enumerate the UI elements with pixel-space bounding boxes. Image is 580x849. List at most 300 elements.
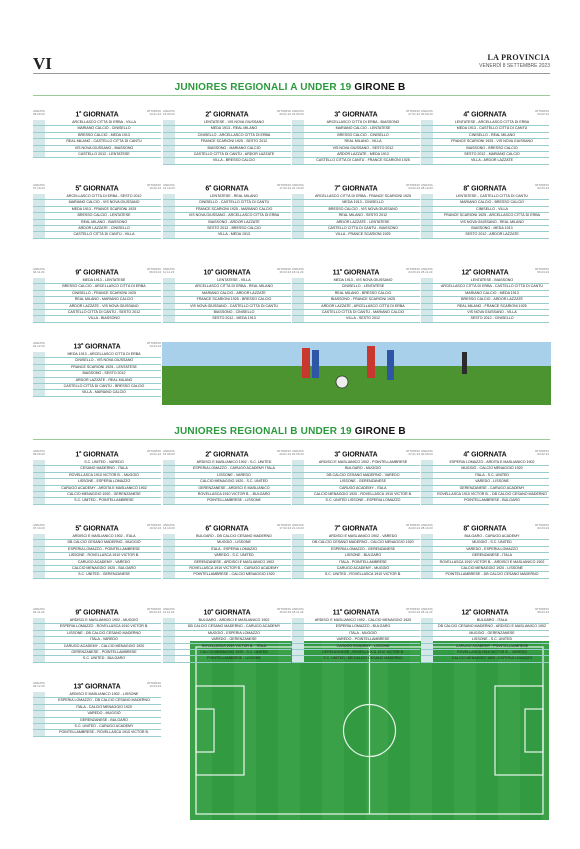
round-label: GIORNATA [340, 451, 378, 459]
score-box [421, 194, 433, 199]
match-teams: BRESSO CALCIO - LENTATESE [77, 213, 131, 218]
ritorno-value: 27.01.24 [408, 452, 420, 457]
ritorno-value: 23.03.24 [408, 270, 420, 275]
match-list [163, 460, 291, 505]
match-teams: CALCIO MENAGGIO 1920 - ESPERIA LOMAZZO [451, 656, 533, 661]
match-teams: GERENZANESE - POINTELLAMBRESE [71, 649, 137, 654]
score-box [163, 572, 175, 577]
score-box [421, 644, 433, 649]
ritorno-value: 27.01.24 [408, 112, 420, 117]
andata-value: 30.09.23 [421, 112, 433, 117]
match-list [292, 120, 420, 165]
match-teams: FRANCE SCARIONI 1925 - VIS NOVA GIUSSANO [451, 139, 533, 144]
score-box [292, 316, 304, 321]
match-teams: ESPERIA LOMAZZO - ROVELLASCA 1910 VICTOR B. [59, 624, 149, 629]
score-box [292, 644, 304, 649]
match-teams: BRESSO CALCIO - ARDOR LAZZATE [461, 297, 523, 302]
score-box [33, 698, 45, 703]
round-number: 5 [75, 185, 80, 193]
score-box [33, 631, 45, 636]
match-teams: CALCIO MENAGGIO 1920 - ROVELLASCA 1910 VICTOR B. [314, 491, 412, 496]
round-number: 10 [203, 269, 212, 277]
score-box [292, 479, 304, 484]
ritorno-value: 17.02.24 [279, 526, 291, 531]
score-box [163, 291, 175, 296]
round-number: 4 [463, 111, 468, 119]
round-number: 5 [75, 525, 80, 533]
round-title [33, 183, 161, 192]
ritorno-value: 10.02.24 [149, 526, 161, 531]
match-teams: ROVELLASCA 1910 VICTOR B. - BULGARO [197, 491, 271, 496]
round-number: 12 [461, 269, 470, 277]
match-teams: ARCELLASCO CITTÀ DI ERBA - SESTO 2012 [66, 194, 142, 198]
ritorno-value: 17.02.24 [279, 186, 291, 191]
andata-label: ANDATA [33, 267, 45, 271]
match-row [33, 572, 161, 578]
ritorno-date [535, 110, 549, 116]
round-label: GIORNATA [211, 111, 249, 119]
ritorno-date [535, 524, 549, 530]
ritorno-label: RITORNO [147, 341, 161, 345]
score-box [163, 310, 175, 315]
score-box [421, 656, 433, 661]
score-box [292, 553, 304, 558]
match-teams: DB CALCIO CESANO MADERNO - CALCIO MENAGGIO 1920 [312, 540, 414, 545]
match-list [33, 618, 161, 663]
score-box [33, 284, 45, 289]
match-list [292, 278, 420, 323]
score-box [163, 207, 175, 212]
match-teams: BRESSO CALCIO - ARCELLASCO CITTÀ DI ERBA [62, 284, 146, 289]
round-card [163, 108, 291, 165]
match-teams: VILLA - MARIANO CALCIO [82, 390, 126, 395]
round-header [292, 606, 420, 618]
score-box [33, 473, 45, 478]
match-teams: BIASSONO - MARIANO CALCIO [207, 145, 261, 150]
match-row [421, 158, 549, 164]
round-title [292, 607, 420, 616]
round-title [421, 109, 549, 118]
score-box [33, 152, 45, 157]
match-row [163, 158, 291, 164]
andata-value: 04.11.23 [33, 610, 45, 615]
match-teams: DB CALCIO CESANO MADERNO - MUGGIÒ [67, 540, 141, 545]
match-teams: VAREDO - LISSONE [475, 479, 509, 484]
round-ordinal: a [79, 183, 82, 188]
score-box [33, 213, 45, 218]
score-box [292, 284, 304, 289]
match-teams: ARDOR LAZZATE - MEDA 1913 [337, 151, 389, 156]
score-box [33, 656, 45, 661]
match-teams: ESPERIA LOMAZZO - GERENZANESE [330, 546, 396, 551]
round-header [33, 448, 161, 460]
score-box [421, 284, 433, 289]
andata-label: ANDATA [33, 681, 45, 685]
score-box [33, 650, 45, 655]
round-header [292, 266, 420, 278]
match-teams: CINISELLO - ARCELLASCO CITTÀ DI ERBA [197, 132, 271, 137]
round-ordinal: a [81, 681, 84, 686]
match-teams: ARDOR LAZZATE - LENTATESE [336, 219, 390, 224]
andata-label: ANDATA [163, 267, 175, 271]
round-number: 12 [461, 609, 470, 617]
match-teams: CALCIO MENAGGIO 1920 - S.C. UNITED [200, 649, 268, 654]
round-ordinal: a [338, 109, 341, 114]
page-header [0, 0, 580, 80]
round-ordinal: a [209, 523, 212, 528]
round-card [33, 340, 161, 397]
match-teams: MUGGIÒ - CALCIO MENAGGIO 1920 [461, 466, 523, 471]
round-label: GIORNATA [469, 185, 507, 193]
round-number: 6 [205, 525, 210, 533]
score-box [421, 479, 433, 484]
match-teams: MEDA 1913 - FRANCE SCARIONI 1925 [71, 206, 137, 211]
match-row [292, 572, 420, 578]
round-header [421, 448, 549, 460]
score-box [33, 365, 45, 370]
match-teams: MEDA 1913 - LENTATESE [82, 278, 126, 282]
round-ordinal: a [339, 267, 342, 272]
score-box [292, 278, 304, 283]
ritorno-label: RITORNO [277, 183, 291, 187]
ritorno-value: 06.04.24 [537, 270, 549, 275]
round-header [421, 108, 549, 120]
ritorno-date [406, 268, 420, 274]
andata-label: ANDATA [33, 183, 45, 187]
match-teams: DB CALCIO CESANO MADERNO - ARDISCI E MASLIANICO 1902 [437, 624, 547, 629]
match-list [33, 534, 161, 579]
round-number: 8 [463, 185, 468, 193]
match-teams: REAL MILANO - VILLA [344, 139, 382, 144]
match-list [421, 618, 549, 663]
ritorno-label: RITORNO [535, 267, 549, 271]
score-box [33, 297, 45, 302]
andata-label: ANDATA [292, 607, 304, 611]
score-box [33, 200, 45, 205]
ritorno-label: RITORNO [535, 183, 549, 187]
round-ordinal: a [209, 183, 212, 188]
match-row [292, 158, 420, 164]
round-number: 7 [334, 185, 339, 193]
score-box [163, 139, 175, 144]
ritorno-value: 03.02.24 [537, 112, 549, 117]
score-box [33, 644, 45, 649]
ritorno-value: 13.01.24 [149, 112, 161, 117]
round-header [163, 108, 291, 120]
score-box [292, 232, 304, 237]
andata-value: 09.09.23 [33, 452, 45, 457]
score-box [163, 560, 175, 565]
match-teams: VILLA - FRANCE SCARIONI 1925 [335, 232, 391, 237]
match-list [33, 692, 161, 737]
score-box [421, 534, 433, 539]
match-teams: ITALA - MUGGIÒ [349, 630, 377, 635]
round-ordinal: a [338, 449, 341, 454]
score-box [421, 232, 433, 237]
round-title [163, 267, 291, 276]
round-ordinal: a [79, 449, 82, 454]
round-header [292, 522, 420, 534]
score-box [421, 200, 433, 205]
match-row [292, 498, 420, 504]
match-teams: VAREDO - GERENZANESE [211, 637, 257, 642]
round-title [292, 449, 420, 458]
round-title [421, 607, 549, 616]
match-teams: LISSONE - ESPERIA LOMAZZO [77, 479, 131, 484]
match-teams: BULGARO - CARUGO ACADEMY [464, 534, 520, 538]
match-row [421, 572, 549, 578]
match-teams: LISSONE - ROVELLASCA 1910 VICTOR B. [68, 553, 140, 558]
round-title [33, 607, 161, 616]
match-teams: S.C. UNITED - GERENZANESE [78, 572, 130, 577]
round-header [163, 606, 291, 618]
score-box [421, 572, 433, 577]
round-label: GIORNATA [211, 451, 249, 459]
round-card [292, 108, 420, 165]
match-teams: S.C. UNITED - ROVELLASCA 1910 VICTOR B. [324, 572, 402, 577]
score-box [163, 200, 175, 205]
round-card [33, 680, 161, 737]
match-list [163, 278, 291, 323]
ritorno-label: RITORNO [535, 449, 549, 453]
round-label: GIORNATA [469, 525, 507, 533]
round-label: GIORNATA [340, 525, 378, 533]
ritorno-date [147, 682, 161, 688]
match-row [33, 232, 161, 238]
score-box [163, 656, 175, 661]
ritorno-date [147, 268, 161, 274]
match-teams: ARCELLASCO CITTÀ DI ERBA - CASTELLO CITTÀ DI CANTÙ [440, 284, 544, 289]
score-box [421, 297, 433, 302]
ritorno-label: RITORNO [406, 109, 420, 113]
andata-label: ANDATA [292, 523, 304, 527]
score-box [292, 566, 304, 571]
score-box [33, 358, 45, 363]
football-photo [162, 342, 551, 405]
score-box [33, 479, 45, 484]
andata-label: ANDATA [421, 607, 433, 611]
score-box [421, 316, 433, 321]
score-box [292, 310, 304, 315]
andata-value: 28.10.23 [421, 526, 433, 531]
score-box [33, 384, 45, 389]
ritorno-date [147, 342, 161, 348]
andata-label: ANDATA [421, 183, 433, 187]
match-list [163, 618, 291, 663]
score-box [33, 310, 45, 315]
match-teams: MUGGIÒ - LISSONE [217, 540, 251, 545]
round-card [421, 182, 549, 239]
score-box [33, 560, 45, 565]
match-teams: S.C. UNITED - BULGARO [82, 656, 126, 661]
ritorno-date [277, 110, 291, 116]
andata-value: 18.11.23 [292, 270, 304, 275]
ritorno-date [535, 608, 549, 614]
score-box [33, 207, 45, 212]
ritorno-label: RITORNO [535, 109, 549, 113]
ritorno-label: RITORNO [277, 267, 291, 271]
match-teams: ROVELLASCA 1910 VICTOR B. - DB CALCIO CESANO MADERNO [437, 491, 547, 496]
match-teams: ITALA - POINTELLAMBRESE [339, 559, 387, 564]
score-box [421, 120, 433, 125]
andata-value: 02.12.23 [33, 344, 45, 349]
round-label: GIORNATA [81, 451, 119, 459]
score-box [421, 473, 433, 478]
score-box [292, 200, 304, 205]
section-title-a: JUNIORES REGIONALI A UNDER 19 GIRONE B [174, 82, 406, 93]
score-box [292, 220, 304, 225]
score-box [292, 194, 304, 199]
round-ordinal: a [339, 607, 342, 612]
ritorno-value: 09.03.24 [149, 270, 161, 275]
ritorno-label: RITORNO [277, 449, 291, 453]
match-row [292, 316, 420, 322]
round-label: GIORNATA [83, 343, 121, 351]
round-card [163, 266, 291, 323]
score-box [163, 297, 175, 302]
match-teams: ARDISCI E MASLIANICO 1902 - MUGGIÒ [69, 618, 139, 622]
round-number: 11 [332, 269, 340, 277]
andata-value: 07.10.23 [33, 526, 45, 531]
match-row [421, 232, 549, 238]
score-box [33, 378, 45, 383]
match-teams: BULGARO - ITALA [476, 618, 508, 622]
match-teams: POINTELLAMBRESE - BULGARO [464, 498, 520, 503]
score-box [33, 460, 45, 465]
score-box [421, 146, 433, 151]
score-box [421, 278, 433, 283]
score-box [421, 220, 433, 225]
match-teams: FRANCE SCARIONI 1925 - LENTATESE [71, 364, 137, 369]
score-box [33, 316, 45, 321]
ritorno-date [406, 450, 420, 456]
match-teams: CASTELLO CITTÀ DI CANTÙ - MARIANO CALCIO [321, 309, 405, 314]
round-label: GIORNATA [341, 269, 380, 277]
match-row [421, 656, 549, 662]
round-card [33, 522, 161, 579]
score-box [33, 278, 45, 283]
score-box [421, 631, 433, 636]
match-teams: LENTATESE - VILLA [217, 278, 251, 282]
score-box [292, 460, 304, 465]
round-card [33, 606, 161, 663]
match-teams: CASTELLO CITTÀ DI CANTÙ - BIASSONO [327, 225, 399, 230]
match-teams: SESTO 2012 - BRESSO CALCIO [207, 225, 261, 230]
score-box [33, 232, 45, 237]
ritorno-value: 13.04.24 [149, 344, 161, 349]
match-teams: ARDOR LAZZATE - VIS NOVA GIUSSANO [69, 303, 139, 308]
round-ordinal: a [79, 267, 82, 272]
round-number: 11 [332, 609, 340, 617]
match-teams: ARDISCI E MASLIANICO 1902 - LISSONE [69, 692, 139, 696]
round-header [33, 680, 161, 692]
match-teams: VILLA - SESTO 2012 [346, 316, 380, 321]
match-teams: CARUGO ACADEMY - LISSONE [336, 643, 390, 648]
match-teams: CARUGO ACADEMY - VAREDO [77, 559, 131, 564]
match-teams: GERENZANESE - ARDISCI E MASLIANICO [198, 485, 270, 490]
score-box [163, 220, 175, 225]
match-teams: CINISELLO - LENTATESE [341, 284, 385, 289]
round-header [421, 182, 549, 194]
score-box [292, 534, 304, 539]
round-title [33, 523, 161, 532]
round-title [163, 109, 291, 118]
match-list [421, 534, 549, 579]
score-box [163, 304, 175, 309]
round-ordinal: a [469, 607, 472, 612]
round-title [33, 449, 161, 458]
match-teams: GERENZANESE - BULGARO [80, 717, 128, 722]
score-box [163, 540, 175, 545]
score-box [292, 304, 304, 309]
round-label: GIORNATA [471, 269, 509, 277]
ritorno-value: 13.04.24 [149, 684, 161, 689]
round-number: 13 [73, 343, 82, 351]
round-title [33, 681, 161, 690]
match-teams: BIASSONO - MEDA 1913 [471, 225, 513, 230]
match-list [421, 194, 549, 239]
round-title [33, 267, 161, 276]
round-label: GIORNATA [211, 185, 249, 193]
ritorno-label: RITORNO [147, 449, 161, 453]
football-field [190, 641, 549, 820]
match-row [33, 498, 161, 504]
ritorno-label: RITORNO [406, 607, 420, 611]
score-box [292, 631, 304, 636]
andata-value: 18.11.23 [292, 610, 304, 615]
round-header [421, 266, 549, 278]
score-box [33, 371, 45, 376]
andata-label: ANDATA [163, 183, 175, 187]
ritorno-label: RITORNO [406, 523, 420, 527]
round-title [33, 109, 161, 118]
round-number: 10 [203, 609, 212, 617]
round-label: GIORNATA [81, 111, 119, 119]
round-label: GIORNATA [211, 525, 249, 533]
match-row [163, 572, 291, 578]
ritorno-label: RITORNO [147, 109, 161, 113]
score-box [421, 213, 433, 218]
ritorno-date [277, 268, 291, 274]
score-box [292, 291, 304, 296]
match-teams: ESPERIA LOMAZZO - DB CALCIO CESANO MADERNO [58, 698, 150, 703]
match-row [33, 730, 161, 736]
score-box [421, 466, 433, 471]
match-row [33, 152, 161, 158]
score-box [421, 486, 433, 491]
andata-value: 11.11.23 [163, 270, 175, 275]
andata-label: ANDATA [33, 607, 45, 611]
match-row [163, 232, 291, 238]
match-teams: BIASSONO - FRANCE SCARIONI 1925 [330, 297, 396, 302]
round-header [163, 266, 291, 278]
andata-label: ANDATA [421, 109, 433, 113]
score-box [33, 466, 45, 471]
score-box [33, 540, 45, 545]
andata-label: ANDATA [421, 267, 433, 271]
score-box [163, 534, 175, 539]
match-teams: CINISELLO - VIS NOVA GIUSSANO [74, 358, 134, 363]
match-list [33, 278, 161, 323]
andata-label: ANDATA [292, 183, 304, 187]
score-box [421, 498, 433, 503]
ritorno-label: RITORNO [535, 523, 549, 527]
score-box [33, 486, 45, 491]
round-label: GIORNATA [340, 185, 378, 193]
score-box [421, 291, 433, 296]
score-box [163, 316, 175, 321]
score-box [163, 566, 175, 571]
